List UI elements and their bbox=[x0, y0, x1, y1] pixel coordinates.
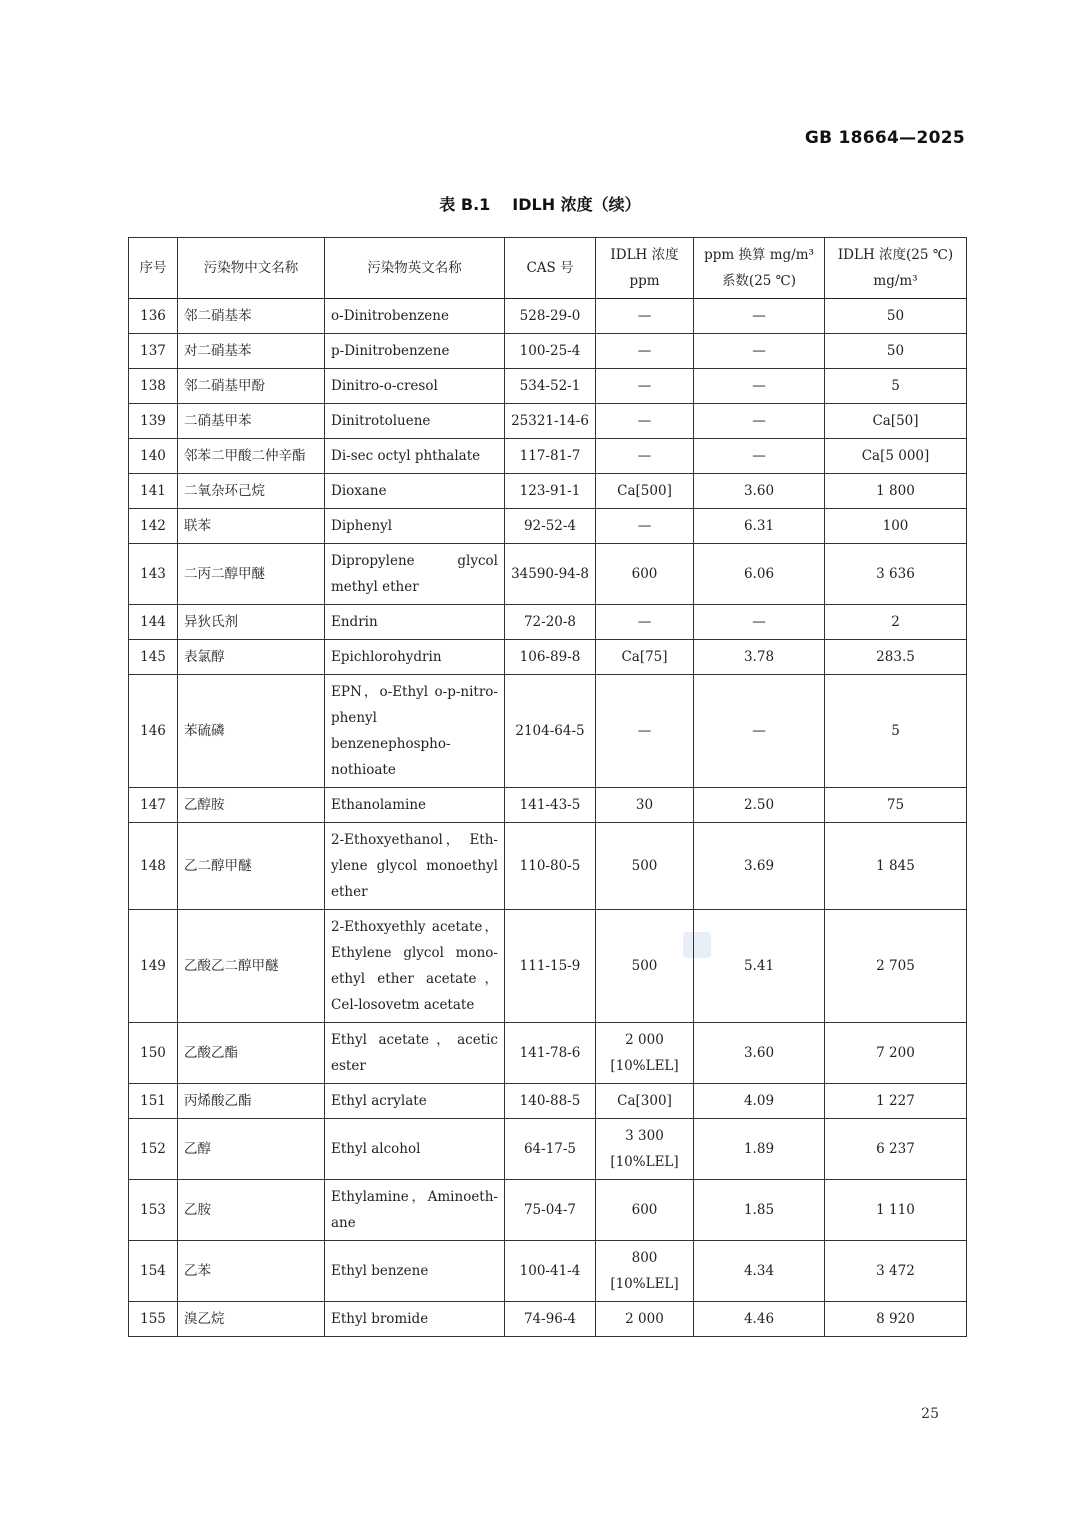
table-row bbox=[129, 1119, 967, 1180]
row-idlh-ppm: — bbox=[596, 334, 694, 369]
row-cn-name: 邻苯二甲酸二仲辛酯 bbox=[178, 439, 325, 474]
row-cn-name: 乙酸乙二醇甲醚 bbox=[178, 910, 325, 1023]
table-row bbox=[129, 1023, 967, 1084]
table-row bbox=[129, 910, 967, 1023]
row-idlh-mg: 5 bbox=[825, 369, 967, 404]
row-idlh-mg: Ca[5 000] bbox=[825, 439, 967, 474]
row-conversion-factor: 3.69 bbox=[694, 823, 825, 910]
row-conversion-factor: 4.46 bbox=[694, 1302, 825, 1337]
row-cn-name: 乙醇胺 bbox=[178, 788, 325, 823]
row-idlh-mg: 6 237 bbox=[825, 1119, 967, 1180]
row-idlh-ppm: 2 000 [10%LEL] bbox=[596, 1023, 694, 1084]
row-en-name: Dioxane bbox=[325, 474, 505, 509]
row-idlh-mg: 75 bbox=[825, 788, 967, 823]
row-cas: 92-52-4 bbox=[505, 509, 596, 544]
row-cn-name: 乙二醇甲醚 bbox=[178, 823, 325, 910]
row-cas: 141-43-5 bbox=[505, 788, 596, 823]
row-conversion-factor: 3.60 bbox=[694, 1023, 825, 1084]
row-idlh-ppm: — bbox=[596, 675, 694, 788]
header-cn-name: 污染物中文名称 bbox=[178, 238, 325, 299]
row-idlh-ppm: — bbox=[596, 605, 694, 640]
row-conversion-factor: — bbox=[694, 369, 825, 404]
table-row bbox=[129, 439, 967, 474]
row-en-name: Dinitro-o-cresol bbox=[325, 369, 505, 404]
row-no: 149 bbox=[129, 910, 178, 1023]
row-cas: 528-29-0 bbox=[505, 299, 596, 334]
row-idlh-ppm: 500 bbox=[596, 910, 694, 1023]
table-row bbox=[129, 544, 967, 605]
row-cn-name: 溴乙烷 bbox=[178, 1302, 325, 1337]
row-cas: 74-96-4 bbox=[505, 1302, 596, 1337]
row-no: 141 bbox=[129, 474, 178, 509]
row-en-name: o-Dinitrobenzene bbox=[325, 299, 505, 334]
row-cas: 123-91-1 bbox=[505, 474, 596, 509]
table-row bbox=[129, 509, 967, 544]
row-idlh-mg: 1 845 bbox=[825, 823, 967, 910]
row-no: 143 bbox=[129, 544, 178, 605]
table-title-label: 表 B.1 bbox=[439, 195, 491, 214]
row-cn-name: 表氯醇 bbox=[178, 640, 325, 675]
table-title-text: IDLH 浓度（续） bbox=[512, 195, 641, 214]
row-en-name: Ethyl acrylate bbox=[325, 1084, 505, 1119]
row-cn-name: 丙烯酸乙酯 bbox=[178, 1084, 325, 1119]
row-conversion-factor: 2.50 bbox=[694, 788, 825, 823]
row-idlh-ppm: — bbox=[596, 509, 694, 544]
header-no: 序号 bbox=[129, 238, 178, 299]
row-idlh-mg: 50 bbox=[825, 334, 967, 369]
row-cas: 64-17-5 bbox=[505, 1119, 596, 1180]
table-row bbox=[129, 605, 967, 640]
row-idlh-mg: 3 636 bbox=[825, 544, 967, 605]
row-no: 155 bbox=[129, 1302, 178, 1337]
table-row bbox=[129, 823, 967, 910]
row-cn-name: 对二硝基苯 bbox=[178, 334, 325, 369]
row-no: 148 bbox=[129, 823, 178, 910]
row-idlh-mg: 5 bbox=[825, 675, 967, 788]
row-cas: 34590-94-8 bbox=[505, 544, 596, 605]
row-en-name: 2-Ethoxyethly acetate，Ethylene glycol mono-ethyl ether acetate，Cel-losovetm acetate bbox=[325, 910, 505, 1023]
row-en-name: Dinitrotoluene bbox=[325, 404, 505, 439]
row-en-name: Ethyl alcohol bbox=[325, 1119, 505, 1180]
page-number: 25 bbox=[921, 1406, 939, 1422]
row-cn-name: 异狄氏剂 bbox=[178, 605, 325, 640]
row-conversion-factor: 6.31 bbox=[694, 509, 825, 544]
table-row bbox=[129, 404, 967, 439]
table-row bbox=[129, 788, 967, 823]
row-en-name: Diphenyl bbox=[325, 509, 505, 544]
table-row bbox=[129, 299, 967, 334]
row-idlh-ppm: 800 [10%LEL] bbox=[596, 1241, 694, 1302]
table-row bbox=[129, 1241, 967, 1302]
row-en-name: Ethyl acetate，acetic ester bbox=[325, 1023, 505, 1084]
row-en-name: Di-sec octyl phthalate bbox=[325, 439, 505, 474]
row-idlh-ppm: 2 000 bbox=[596, 1302, 694, 1337]
row-idlh-ppm: — bbox=[596, 369, 694, 404]
row-no: 140 bbox=[129, 439, 178, 474]
row-cn-name: 联苯 bbox=[178, 509, 325, 544]
row-conversion-factor: 3.78 bbox=[694, 640, 825, 675]
row-conversion-factor: 4.09 bbox=[694, 1084, 825, 1119]
row-cas: 75-04-7 bbox=[505, 1180, 596, 1241]
row-idlh-mg: 1 110 bbox=[825, 1180, 967, 1241]
table-row bbox=[129, 675, 967, 788]
row-idlh-mg: 2 705 bbox=[825, 910, 967, 1023]
table-row bbox=[129, 640, 967, 675]
table-title bbox=[0, 192, 1080, 215]
row-idlh-ppm: 600 bbox=[596, 1180, 694, 1241]
row-idlh-mg: 7 200 bbox=[825, 1023, 967, 1084]
row-en-name: Ethanolamine bbox=[325, 788, 505, 823]
row-no: 136 bbox=[129, 299, 178, 334]
row-idlh-mg: 283.5 bbox=[825, 640, 967, 675]
row-idlh-ppm: 30 bbox=[596, 788, 694, 823]
row-idlh-ppm: — bbox=[596, 439, 694, 474]
row-cas: 100-25-4 bbox=[505, 334, 596, 369]
row-en-name: Ethyl bromide bbox=[325, 1302, 505, 1337]
row-no: 150 bbox=[129, 1023, 178, 1084]
header-idlh-ppm: IDLH 浓度 ppm bbox=[596, 238, 694, 299]
row-idlh-mg: 3 472 bbox=[825, 1241, 967, 1302]
row-cn-name: 乙胺 bbox=[178, 1180, 325, 1241]
row-idlh-mg: 1 800 bbox=[825, 474, 967, 509]
row-no: 137 bbox=[129, 334, 178, 369]
row-cas: 140-88-5 bbox=[505, 1084, 596, 1119]
table-row bbox=[129, 334, 967, 369]
row-conversion-factor: 1.89 bbox=[694, 1119, 825, 1180]
row-idlh-ppm: Ca[75] bbox=[596, 640, 694, 675]
row-en-name: 2-Ethoxyethanol， Eth-ylene glycol monoethyl ether bbox=[325, 823, 505, 910]
row-conversion-factor: 3.60 bbox=[694, 474, 825, 509]
row-no: 138 bbox=[129, 369, 178, 404]
row-cn-name: 二硝基甲苯 bbox=[178, 404, 325, 439]
row-idlh-ppm: Ca[500] bbox=[596, 474, 694, 509]
row-conversion-factor: — bbox=[694, 299, 825, 334]
standard-code: GB 18664—2025 bbox=[804, 128, 965, 148]
row-cn-name: 乙苯 bbox=[178, 1241, 325, 1302]
row-idlh-mg: 1 227 bbox=[825, 1084, 967, 1119]
row-en-name: Ethylamine，Aminoeth-ane bbox=[325, 1180, 505, 1241]
row-conversion-factor: — bbox=[694, 675, 825, 788]
row-no: 139 bbox=[129, 404, 178, 439]
row-no: 142 bbox=[129, 509, 178, 544]
row-idlh-ppm: 500 bbox=[596, 823, 694, 910]
row-cas: 117-81-7 bbox=[505, 439, 596, 474]
table-row bbox=[129, 1302, 967, 1337]
row-cas: 110-80-5 bbox=[505, 823, 596, 910]
row-no: 151 bbox=[129, 1084, 178, 1119]
row-cn-name: 苯硫磷 bbox=[178, 675, 325, 788]
row-idlh-mg: 100 bbox=[825, 509, 967, 544]
row-idlh-ppm: 600 bbox=[596, 544, 694, 605]
row-en-name: Dipropylene glycol methyl ether bbox=[325, 544, 505, 605]
row-cn-name: 邻二硝基甲酚 bbox=[178, 369, 325, 404]
row-no: 152 bbox=[129, 1119, 178, 1180]
row-cas: 141-78-6 bbox=[505, 1023, 596, 1084]
header-conversion-factor: ppm 换算 mg/m³ 系数(25 ℃) bbox=[694, 238, 825, 299]
row-idlh-mg: 8 920 bbox=[825, 1302, 967, 1337]
idlh-table bbox=[128, 237, 967, 1337]
row-cn-name: 二丙二醇甲醚 bbox=[178, 544, 325, 605]
row-cas: 2104-64-5 bbox=[505, 675, 596, 788]
row-no: 154 bbox=[129, 1241, 178, 1302]
row-no: 146 bbox=[129, 675, 178, 788]
row-en-name: Epichlorohydrin bbox=[325, 640, 505, 675]
row-idlh-ppm: 3 300 [10%LEL] bbox=[596, 1119, 694, 1180]
row-idlh-ppm: Ca[300] bbox=[596, 1084, 694, 1119]
row-no: 153 bbox=[129, 1180, 178, 1241]
row-cn-name: 乙醇 bbox=[178, 1119, 325, 1180]
row-conversion-factor: 1.85 bbox=[694, 1180, 825, 1241]
row-idlh-mg: 50 bbox=[825, 299, 967, 334]
row-conversion-factor: — bbox=[694, 334, 825, 369]
row-en-name: Ethyl benzene bbox=[325, 1241, 505, 1302]
row-cn-name: 二氧杂环己烷 bbox=[178, 474, 325, 509]
table-row bbox=[129, 1180, 967, 1241]
row-en-name: p-Dinitrobenzene bbox=[325, 334, 505, 369]
row-idlh-ppm: — bbox=[596, 299, 694, 334]
row-conversion-factor: — bbox=[694, 404, 825, 439]
table-row bbox=[129, 1084, 967, 1119]
row-idlh-mg: Ca[50] bbox=[825, 404, 967, 439]
row-no: 147 bbox=[129, 788, 178, 823]
header-cas: CAS 号 bbox=[505, 238, 596, 299]
row-cas: 72-20-8 bbox=[505, 605, 596, 640]
row-cas: 106-89-8 bbox=[505, 640, 596, 675]
header-en-name: 污染物英文名称 bbox=[325, 238, 505, 299]
row-en-name: EPN，o-Ethyl o-p-nitro-phenyl benzenephospho-nothioate bbox=[325, 675, 505, 788]
row-cas: 100-41-4 bbox=[505, 1241, 596, 1302]
row-conversion-factor: — bbox=[694, 605, 825, 640]
row-no: 144 bbox=[129, 605, 178, 640]
row-conversion-factor: 5.41 bbox=[694, 910, 825, 1023]
row-idlh-ppm: — bbox=[596, 404, 694, 439]
row-cas: 111-15-9 bbox=[505, 910, 596, 1023]
row-cas: 25321-14-6 bbox=[505, 404, 596, 439]
row-cn-name: 邻二硝基苯 bbox=[178, 299, 325, 334]
row-cn-name: 乙酸乙酯 bbox=[178, 1023, 325, 1084]
row-en-name: Endrin bbox=[325, 605, 505, 640]
row-no: 145 bbox=[129, 640, 178, 675]
table-row bbox=[129, 474, 967, 509]
row-idlh-mg: 2 bbox=[825, 605, 967, 640]
header-idlh-mg: IDLH 浓度(25 ℃) mg/m³ bbox=[825, 238, 967, 299]
row-conversion-factor: — bbox=[694, 439, 825, 474]
table-row bbox=[129, 369, 967, 404]
row-conversion-factor: 6.06 bbox=[694, 544, 825, 605]
row-conversion-factor: 4.34 bbox=[694, 1241, 825, 1302]
row-cas: 534-52-1 bbox=[505, 369, 596, 404]
table-header-row bbox=[129, 238, 967, 299]
